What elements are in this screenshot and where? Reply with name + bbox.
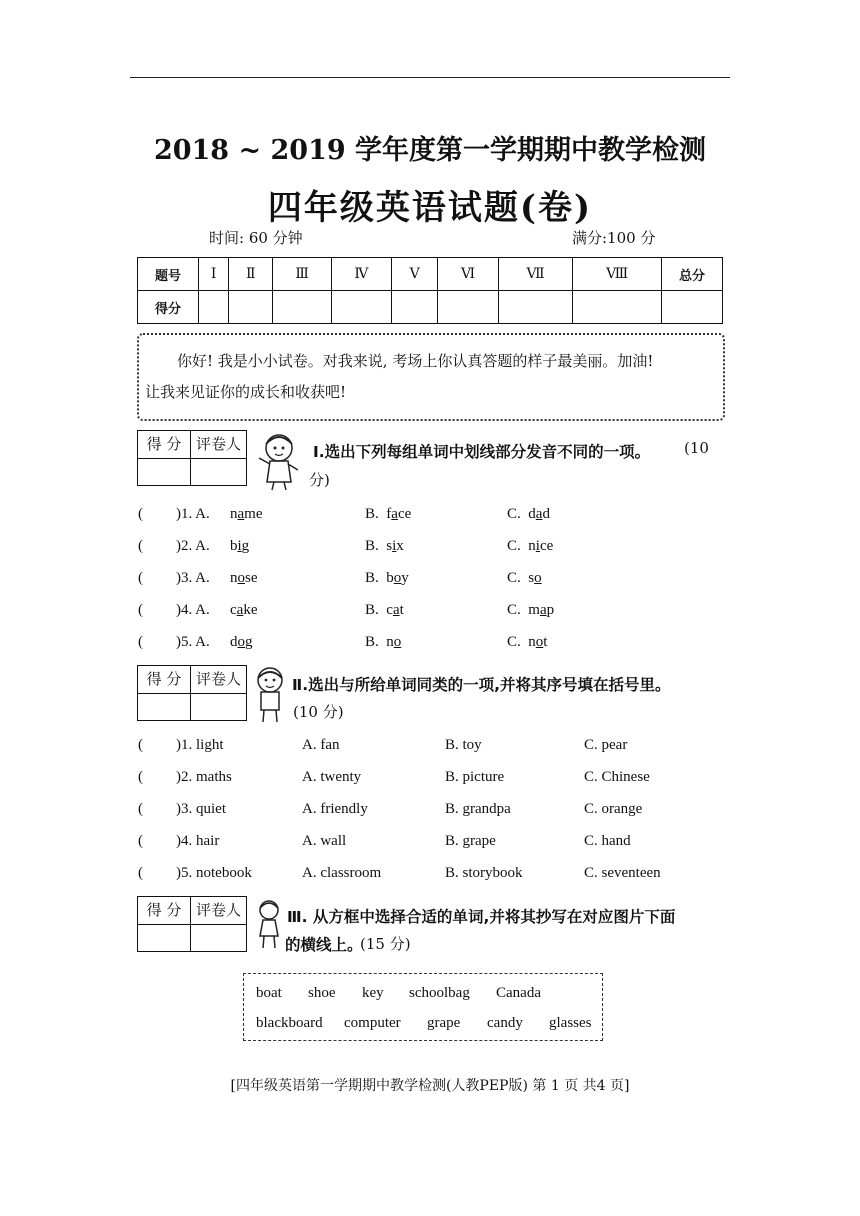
word-candy: candy xyxy=(487,1015,523,1031)
option-b: B. boy xyxy=(365,570,409,586)
word-computer: computer xyxy=(344,1015,401,1031)
exam-title: 2018 ~ 2019 学年度第一学期期中教学检测 xyxy=(153,135,707,166)
question-number: )1. A. xyxy=(176,506,210,522)
word-boat: boat xyxy=(256,985,282,1001)
score-cell[interactable] xyxy=(662,291,723,324)
time-label: 时间: 60 分钟 xyxy=(209,229,303,247)
score-label: 得 分 xyxy=(138,666,191,693)
score-col-5: V xyxy=(391,258,437,291)
grader-label: 评卷人 xyxy=(195,670,241,688)
top-rule xyxy=(130,77,730,78)
question-number-label: 题号 xyxy=(138,258,199,291)
grader-box-3 xyxy=(137,896,247,952)
option-a: name xyxy=(230,506,263,522)
answer-paren[interactable]: ( xyxy=(138,506,143,522)
question-number: )5. A. xyxy=(176,634,210,650)
score-col-1: I xyxy=(199,258,229,291)
score-table-score-row xyxy=(138,291,723,324)
question-word: )4. hair xyxy=(176,833,220,849)
full-score-label: 满分:100 分 xyxy=(572,229,656,247)
answer-paren[interactable]: ( xyxy=(138,737,143,753)
score-table xyxy=(137,257,723,324)
question-word: )1. light xyxy=(176,737,224,753)
score-cell[interactable] xyxy=(273,291,331,324)
answer-paren[interactable]: ( xyxy=(138,801,143,817)
score-col-6: Ⅵ xyxy=(438,258,498,291)
question-word: )5. notebook xyxy=(176,865,252,881)
grader-label: 评卷人 xyxy=(195,901,241,919)
score-col-2: Ⅱ xyxy=(229,258,273,291)
word-key: key xyxy=(362,985,384,1001)
score-cell[interactable] xyxy=(229,291,273,324)
option-a: A. twenty xyxy=(302,769,362,785)
option-c: C. seventeen xyxy=(584,865,661,881)
option-a: nose xyxy=(230,570,258,586)
option-b: B. grandpa xyxy=(445,801,511,817)
child-icon xyxy=(254,898,284,950)
exam-subtitle: 四年级英语试题(卷) xyxy=(267,188,593,228)
score-label: 得 分 xyxy=(138,897,191,924)
option-b: B. no xyxy=(365,634,402,650)
grader-label: 评卷人 xyxy=(195,435,241,453)
question-word: )2. maths xyxy=(176,769,232,785)
option-a: A. classroom xyxy=(302,865,382,881)
score-col-4: Ⅳ xyxy=(331,258,391,291)
question-number: )3. A. xyxy=(176,570,210,586)
option-c: C. dad xyxy=(507,506,550,522)
answer-paren[interactable]: ( xyxy=(138,570,143,586)
question-number: )4. A. xyxy=(176,602,210,618)
score-cell[interactable] xyxy=(498,291,573,324)
option-b: B. six xyxy=(365,538,404,554)
score-cell[interactable] xyxy=(331,291,391,324)
girl-icon xyxy=(254,430,304,492)
option-b: B. grape xyxy=(445,833,496,849)
option-a: A. fan xyxy=(302,737,340,753)
greeting-banner xyxy=(137,333,725,421)
answer-paren[interactable]: ( xyxy=(138,602,143,618)
option-a: cake xyxy=(230,602,258,618)
score-col-8: Ⅷ xyxy=(573,258,662,291)
score-label: 得 分 xyxy=(138,431,191,458)
option-a: A. wall xyxy=(302,833,347,849)
boy-icon xyxy=(250,664,290,724)
option-c: C. pear xyxy=(584,737,628,753)
word-schoolbag: schoolbag xyxy=(409,985,470,1001)
grader-box-1 xyxy=(137,430,247,486)
greeting-line-2: 让我来见证你的成长和收获吧! xyxy=(145,383,347,401)
option-b: B. toy xyxy=(445,737,482,753)
section1-points-a: (10 xyxy=(684,439,709,457)
option-c: C. so xyxy=(507,570,542,586)
word-grape: grape xyxy=(427,1015,461,1031)
section3-title: Ⅲ. 从方框中选择合适的单词,并将其抄写在对应图片下面 xyxy=(287,908,676,926)
grader-blank[interactable] xyxy=(191,459,246,486)
section1-title: Ⅰ.选出下列每组单词中划线部分发音不同的一项。 xyxy=(313,443,651,461)
question-word: )3. quiet xyxy=(176,801,226,817)
score-blank[interactable] xyxy=(138,925,191,952)
section1-points-b: 分) xyxy=(309,471,330,489)
greeting-line-1: 你好! 我是小小试卷。对我来说, 考场上你认真答题的样子最美丽。加油! xyxy=(177,352,654,370)
option-c: C. not xyxy=(507,634,548,650)
score-cell[interactable] xyxy=(438,291,498,324)
option-b: B. storybook xyxy=(445,865,523,881)
word-canada: Canada xyxy=(496,985,541,1001)
option-c: C. hand xyxy=(584,833,631,849)
word-box xyxy=(243,973,603,1041)
score-table-header-row xyxy=(138,258,723,291)
section3-title-cont: 的横线上。 xyxy=(285,936,363,954)
total-label: 总分 xyxy=(662,258,723,291)
score-row-label: 得分 xyxy=(138,291,199,324)
option-c: C. orange xyxy=(584,801,643,817)
grader-box-2 xyxy=(137,665,247,721)
answer-paren[interactable]: ( xyxy=(138,833,143,849)
option-c: C. Chinese xyxy=(584,769,650,785)
option-a: dog xyxy=(230,634,253,650)
score-blank[interactable] xyxy=(138,459,191,486)
score-cell[interactable] xyxy=(199,291,229,324)
score-cell[interactable] xyxy=(391,291,437,324)
grader-blank[interactable] xyxy=(191,694,246,721)
option-b: B. picture xyxy=(445,769,505,785)
answer-paren[interactable]: ( xyxy=(138,634,143,650)
answer-paren[interactable]: ( xyxy=(138,769,143,785)
answer-paren[interactable]: ( xyxy=(138,865,143,881)
score-blank[interactable] xyxy=(138,694,191,721)
score-col-7: Ⅶ xyxy=(498,258,573,291)
word-blackboard: blackboard xyxy=(256,1015,323,1031)
option-c: C. nice xyxy=(507,538,554,554)
section3-points: (15 分) xyxy=(360,935,411,953)
option-c: C. map xyxy=(507,602,555,618)
option-a: A. friendly xyxy=(302,801,368,817)
score-cell[interactable] xyxy=(573,291,662,324)
score-col-3: Ⅲ xyxy=(273,258,331,291)
word-shoe: shoe xyxy=(308,985,336,1001)
section2-title: Ⅱ.选出与所给单词同类的一项,并将其序号填在括号里。 xyxy=(292,676,671,694)
answer-paren[interactable]: ( xyxy=(138,538,143,554)
option-b: B. cat xyxy=(365,602,404,618)
page-footer: [四年级英语第一学期期中教学检测(人教PEP版) 第 1 页 共4 页] xyxy=(230,1078,630,1094)
question-number: )2. A. xyxy=(176,538,210,554)
section2-points: (10 分) xyxy=(293,703,344,721)
option-a: big xyxy=(230,538,250,554)
grader-blank[interactable] xyxy=(191,925,246,952)
word-glasses: glasses xyxy=(549,1015,592,1031)
option-b: B. face xyxy=(365,506,412,522)
